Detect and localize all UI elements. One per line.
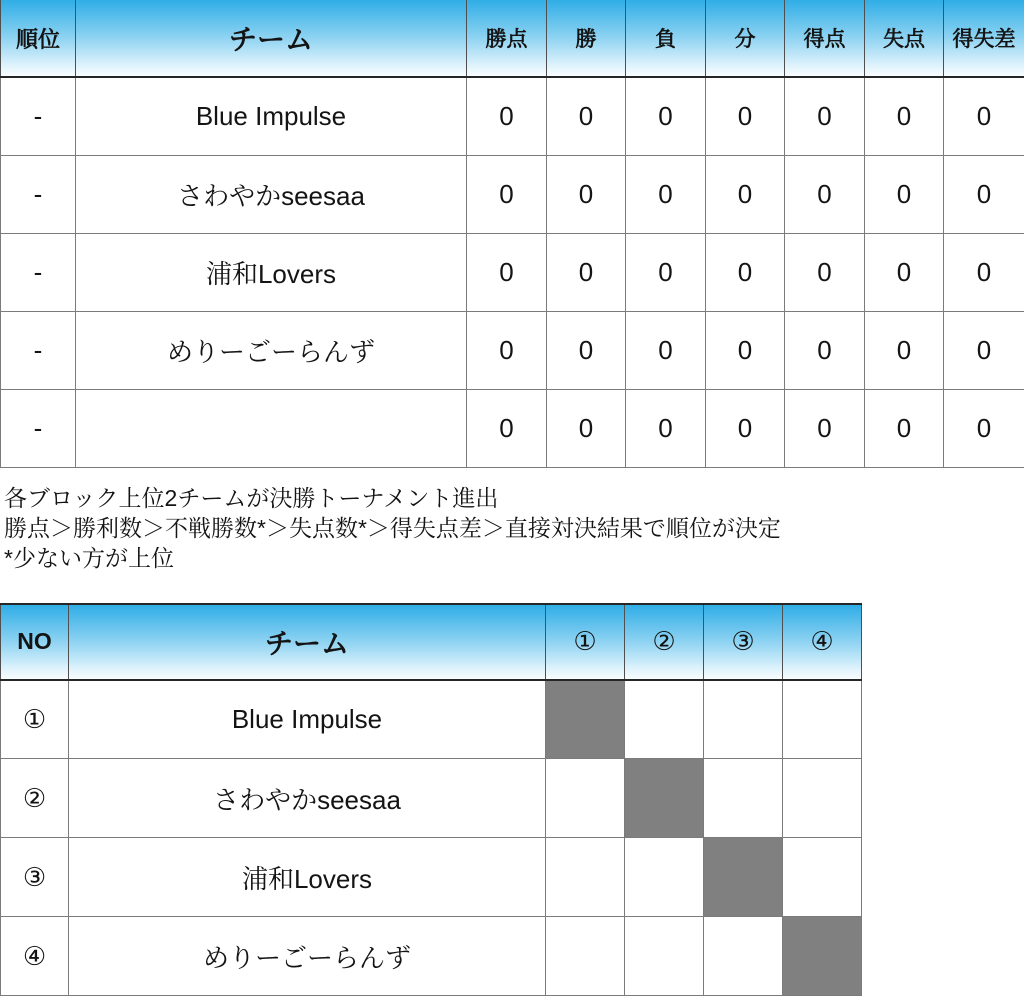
match-cell [546,759,625,838]
stat-cell: 0 [706,233,785,311]
stat-cell: 0 [706,155,785,233]
standings-header-row [1,0,1024,77]
standings-row [1,233,1024,311]
notes [4,483,1024,573]
stat-cell: 0 [547,155,626,233]
crosstable-team-cell: 浦和Lovers [69,838,546,917]
team-cell: めりーごーらんず [76,311,467,389]
stat-cell: 0 [467,77,547,155]
rank-cell: - [1,233,76,311]
match-cell [704,917,783,996]
stat-cell: 0 [865,233,944,311]
no-header: NO [1,604,69,680]
standings-row [1,155,1024,233]
team-cell: 浦和Lovers [76,233,467,311]
match-cell [783,917,862,996]
standings-row [1,311,1024,389]
stat-cell: 0 [785,389,865,467]
note-line-ranking-rule: 勝点＞勝利数＞不戦勝数*＞失点数*＞得失点差＞直接対決結果で順位が決定 [4,514,781,541]
match-cell [546,917,625,996]
stat-cell: 0 [785,311,865,389]
match-cell [704,680,783,759]
crosstable-team-header: チーム [69,604,546,680]
stat-cell: 0 [944,155,1024,233]
rank-cell: - [1,155,76,233]
stat-cell: 0 [865,389,944,467]
team-cell: さわやかseesaa [76,155,467,233]
stat-cell: 0 [626,311,706,389]
crosstable-team-cell: さわやかseesaa [69,759,546,838]
match-cell [546,680,625,759]
opponent-header-1: ① [546,604,625,680]
stat-cell: 0 [626,77,706,155]
match-cell [625,759,704,838]
standings-row [1,389,1024,467]
match-cell [783,838,862,917]
stat-cell: 0 [944,389,1024,467]
note-line-advance-rule: 各ブロック上位2チームが決勝トーナメント進出 [4,484,499,511]
crosstable-row [1,917,862,996]
stat-cell: 0 [626,389,706,467]
stat-cell: 0 [706,77,785,155]
rank-cell: - [1,77,76,155]
stat-cell: 0 [547,389,626,467]
crosstable-row [1,759,862,838]
stat-cell: 0 [944,77,1024,155]
stat-header-losses: 負 [626,0,706,77]
stat-cell: 0 [467,233,547,311]
stat-header-goal-diff: 得失差 [944,0,1024,77]
crosstable-row [1,680,862,759]
stat-cell: 0 [467,311,547,389]
rank-header: 順位 [1,0,76,77]
match-cell [625,838,704,917]
match-cell [783,759,862,838]
team-cell: Blue Impulse [76,77,467,155]
stat-cell: 0 [467,155,547,233]
opponent-header-2: ② [625,604,704,680]
crosstable [0,603,862,997]
crosstable-header-row [1,604,862,680]
stat-cell: 0 [865,155,944,233]
match-cell [704,838,783,917]
rank-cell: - [1,311,76,389]
standings-table [0,0,1024,468]
stat-cell: 0 [547,77,626,155]
no-cell: ③ [1,838,69,917]
stat-cell: 0 [626,155,706,233]
stat-header-draws: 分 [706,0,785,77]
stat-header-goals-for: 得点 [785,0,865,77]
crosstable-row [1,838,862,917]
stat-cell: 0 [626,233,706,311]
team-cell [76,389,467,467]
match-cell [783,680,862,759]
stat-cell: 0 [785,77,865,155]
stat-cell: 0 [706,389,785,467]
match-cell [704,759,783,838]
stat-cell: 0 [467,389,547,467]
note-line-asterisk-rule: *少ない方が上位 [4,544,174,571]
stat-cell: 0 [785,233,865,311]
rank-cell: - [1,389,76,467]
match-cell [546,838,625,917]
team-header: チーム [76,0,467,77]
match-cell [625,917,704,996]
stat-cell: 0 [706,311,785,389]
stat-header-wins: 勝 [547,0,626,77]
stat-cell: 0 [865,311,944,389]
no-cell: ② [1,759,69,838]
stat-cell: 0 [865,77,944,155]
stat-cell: 0 [547,311,626,389]
stat-header-goals-against: 失点 [865,0,944,77]
opponent-header-3: ③ [704,604,783,680]
no-cell: ① [1,680,69,759]
stat-cell: 0 [547,233,626,311]
crosstable-team-cell: Blue Impulse [69,680,546,759]
match-cell [625,680,704,759]
stat-cell: 0 [785,155,865,233]
standings-row [1,77,1024,155]
stat-cell: 0 [944,233,1024,311]
stat-header-points: 勝点 [467,0,547,77]
stat-cell: 0 [944,311,1024,389]
no-cell: ④ [1,917,69,996]
crosstable-team-cell: めりーごーらんず [69,917,546,996]
opponent-header-4: ④ [783,604,862,680]
